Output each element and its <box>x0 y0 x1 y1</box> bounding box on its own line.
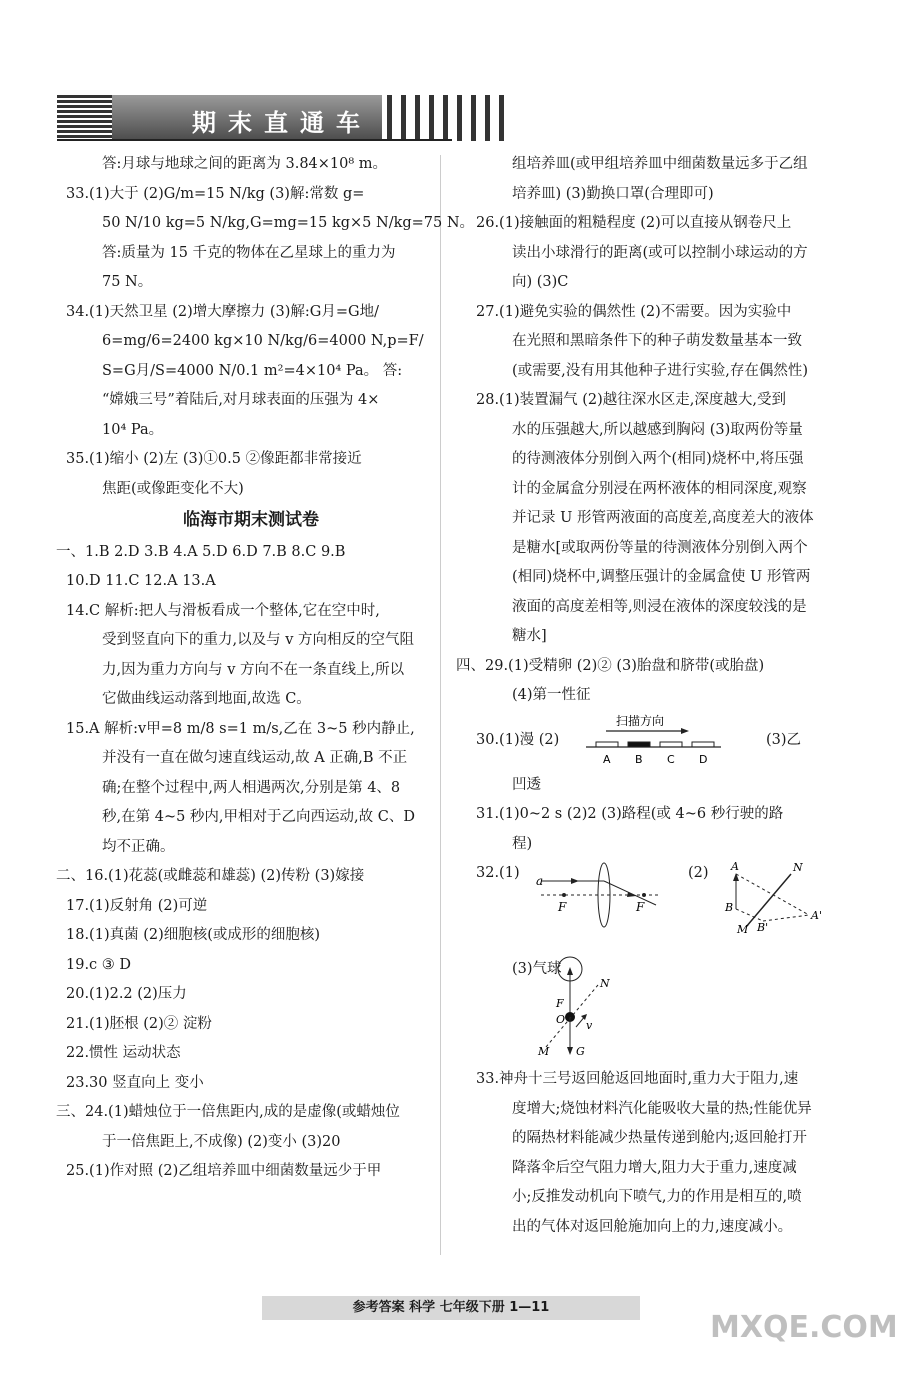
answer-line: 6=mg/6=2400 kg×10 N/kg/6=4000 N,p=F/ <box>102 333 424 349</box>
answer-line: 液面的高度差相等,则浸在液体的深度较浅的是 <box>512 598 807 615</box>
q30-prefix: 30.(1)漫 (2) <box>476 731 560 748</box>
dashed-a-a <box>736 874 809 915</box>
focus-left <box>562 893 566 897</box>
answer-line: 50 N/10 kg=5 N/kg,G=mg=15 kg×5 N/kg=75 N。 <box>102 215 475 231</box>
letter-d: D <box>699 752 708 766</box>
q30-suffix: (3)乙 <box>766 731 802 748</box>
letter-a: A <box>603 752 611 766</box>
label-o: O <box>556 1013 566 1026</box>
section-title: 临海市期末测试卷 <box>183 510 319 530</box>
answer-line: 读出小球滑行的距离(或可以控制小球运动的方 <box>512 244 808 261</box>
answer-line: 四、29.(1)受精卵 (2)② (3)胎盘和脐带(或胎盘) <box>456 657 765 674</box>
answer-line: 并记录 U 形管两液面的高度差,高度差大的液体 <box>512 510 814 526</box>
q32-label: 32.(1) <box>476 865 520 881</box>
answer-line: 22.惯性 运动状态 <box>66 1045 181 1061</box>
q32-label-2: (2) <box>688 865 709 881</box>
focus-label-right: F <box>636 900 645 914</box>
answer-line: 糖水] <box>512 628 547 644</box>
answer-line: 三、24.(1)蜡烛位于一倍焦距内,成的是虚像(或蜡烛位 <box>56 1104 400 1120</box>
answer-line: 17.(1)反射角 (2)可逆 <box>66 897 208 914</box>
answer-line: 降落伞后空气阻力增大,阻力大于重力,速度减 <box>512 1159 797 1176</box>
answer-line: 是糖水[或取两份等量的待测液体分别倒入两个 <box>512 539 808 556</box>
label-a: A <box>731 860 739 873</box>
ray-arrow <box>571 878 579 884</box>
answer-line: 21.(1)胚根 (2)② 淀粉 <box>66 1015 212 1032</box>
ray-label-a: a <box>536 874 544 888</box>
answer-line: 度增大;烧蚀材料汽化能吸收大量的热;性能优异 <box>512 1100 812 1117</box>
answer-line: 35.(1)缩小 (2)左 (3)①0.5 ②像距都非常接近 <box>66 451 362 467</box>
label-f: F <box>556 997 564 1010</box>
label-m: M <box>737 923 749 934</box>
label-v: v <box>586 1019 593 1032</box>
answer-line: 答:月球与地球之间的距离为 3.84×10⁸ m。 <box>102 156 388 172</box>
answer-line: 它做曲线运动落到地面,故选 C。 <box>102 691 311 707</box>
strip-c <box>660 742 682 747</box>
answer-line: 凹透 <box>512 776 541 793</box>
label-a-prime: A' <box>811 909 822 922</box>
lens-diagram <box>536 859 666 929</box>
answer-line: 一、1.B 2.D 3.B 4.A 5.D 6.D 7.B 8.C 9.B <box>56 543 346 560</box>
answer-line: 培养皿) (3)勤换口罩(合理即可) <box>512 185 714 202</box>
banner-underline <box>57 139 452 141</box>
answer-line: 力,因为重力方向与 v 方向不在一条直线上,所以 <box>102 661 405 678</box>
answer-line: 在光照和黑暗条件下的种子萌发数量基本一致 <box>512 333 802 349</box>
left-column <box>56 150 475 1187</box>
gravity-arrow <box>567 1047 573 1055</box>
q32-figure-3 <box>476 955 836 1065</box>
answer-line: 的隔热材料能减少热量传递到舱内;返回舱打开 <box>512 1130 807 1146</box>
label-g: G <box>576 1045 585 1058</box>
answer-line: 18.(1)真菌 (2)细胞核(或成形的细胞核) <box>66 927 321 943</box>
label-b: B <box>725 901 734 914</box>
balloon-diagram <box>536 955 626 1060</box>
image-ab <box>763 915 809 921</box>
strip-b <box>628 742 650 747</box>
answer-line: 10⁴ Pa。 <box>102 421 164 438</box>
letter-b: B <box>635 752 643 766</box>
focus-right <box>642 893 646 897</box>
answer-line: 受到竖直向下的重力,以及与 v 方向相反的空气阻 <box>102 632 415 648</box>
answer-line: 23.30 竖直向上 变小 <box>66 1074 204 1091</box>
strip-a <box>596 742 618 747</box>
answer-line: 水的压强越大,所以越感到胸闷 (3)取两份等量 <box>512 421 803 438</box>
answer-line: 33.神舟十三号返回舱返回地面时,重力大于阻力,速 <box>476 1071 799 1087</box>
answer-line: 秒,在第 4~5 秒内,甲相对于乙向西运动,故 C、D <box>102 809 415 825</box>
refracted-arrow <box>627 892 636 897</box>
answer-line: (4)第一性征 <box>512 687 591 703</box>
answer-line: 于一倍焦距上,不成像) (2)变小 (3)20 <box>102 1133 341 1150</box>
answer-line: 组培养皿(或甲组培养皿中细菌数量远多于乙组 <box>512 156 808 172</box>
answer-line: 27.(1)避免实验的偶然性 (2)不需要。因为实验中 <box>476 303 792 320</box>
answer-line: (或需要,没有用其他种子进行实验,存在偶然性) <box>512 362 809 379</box>
answer-line: 焦距(或像距变化不大) <box>102 480 244 497</box>
answer-line: 10.D 11.C 12.A 13.A <box>66 573 216 589</box>
answer-line: “嫦娥三号”着陆后,对月球表面的压强为 4× <box>102 392 380 408</box>
q30-row <box>476 711 836 771</box>
strip-d <box>692 742 714 747</box>
answer-line: 20.(1)2.2 (2)压力 <box>66 986 187 1002</box>
letter-c: C <box>667 752 675 766</box>
label-n: N <box>793 861 803 874</box>
answer-line: 33.(1)大于 (2)G/m=15 N/kg (3)解:常数 g= <box>66 185 365 202</box>
answer-line: 19.c ③ D <box>66 956 132 973</box>
answer-line: 28.(1)装置漏气 (2)越往深水区走,深度越大,受到 <box>476 392 786 408</box>
answer-line: 计的金属盒分别浸在两杯液体的相同深度,观察 <box>512 480 807 497</box>
scan-direction-label: 扫描方向 <box>616 713 665 728</box>
column-divider <box>440 155 441 1255</box>
answer-line: 25.(1)作对照 (2)乙组培养皿中细菌数量远少于甲 <box>66 1163 382 1179</box>
plane-mirror <box>746 874 791 927</box>
answer-line: 15.A 解析:v甲=8 m/8 s=1 m/s,乙在 3~5 秒内静止, <box>66 720 415 737</box>
banner-stripes-left <box>57 95 112 141</box>
answer-line: 小;反推发动机向下喷气,力的作用是相互的,喷 <box>512 1189 802 1205</box>
answer-line: 出的气体对返回舱施加向上的力,速度减小。 <box>512 1218 793 1235</box>
answer-line: S=G月/S=4000 N/0.1 m²=4×10⁴ Pa。 答: <box>102 362 403 379</box>
answer-line: 程) <box>512 835 533 852</box>
answer-line: 均不正确。 <box>102 838 175 855</box>
right-column <box>456 150 836 1242</box>
page-footer: 参考答案 科学 七年级下册 1—11 <box>262 1296 640 1320</box>
scan-arrowhead <box>681 728 689 734</box>
answer-line: 31.(1)0~2 s (2)2 (3)路程(或 4~6 秒行驶的路 <box>476 806 784 822</box>
banner-title-box <box>112 95 382 141</box>
label-n3: N <box>600 977 610 990</box>
answer-line: 并没有一直在做匀速直线运动,故 A 正确,B 不正 <box>102 750 408 766</box>
watermark: MXQE.COM <box>710 1310 898 1345</box>
label-m3: M <box>538 1045 550 1058</box>
mirror-diagram <box>721 859 831 934</box>
answer-line: 的待测液体分别倒入两个(相同)烧杯中,将压强 <box>512 451 804 467</box>
answer-line: 确;在整个过程中,两人相遇两次,分别是第 4、8 <box>102 779 401 796</box>
answer-line: 答:质量为 15 千克的物体在乙星球上的重力为 <box>102 244 396 261</box>
barcode-scan-diagram <box>586 711 726 769</box>
answer-line: 二、16.(1)花蕊(或雌蕊和雄蕊) (2)传粉 (3)嫁接 <box>56 868 365 884</box>
banner-stripes-right <box>387 95 507 141</box>
answer-line: (相同)烧杯中,调整压强计的金属盒使 U 形管两 <box>512 569 811 585</box>
header-banner <box>57 95 452 141</box>
answer-line: 向) (3)C <box>512 274 569 290</box>
answer-line: 34.(1)天然卫星 (2)增大摩擦力 (3)解:G月=G地/ <box>66 303 379 320</box>
q32-figures <box>476 859 836 969</box>
force-up-arrow <box>567 967 573 975</box>
answer-line: 26.(1)接触面的粗糙程度 (2)可以直接从钢卷尺上 <box>476 215 792 231</box>
label-b-prime: B' <box>757 921 769 934</box>
answer-line: 75 N。 <box>102 274 153 290</box>
focus-label-left: F <box>558 900 567 914</box>
answer-line: 14.C 解析:把人与滑板看成一个整体,它在空中时, <box>66 602 380 619</box>
q32-label-3: (3)气球 <box>512 961 562 977</box>
page-title: 期末直通车 <box>192 109 372 137</box>
